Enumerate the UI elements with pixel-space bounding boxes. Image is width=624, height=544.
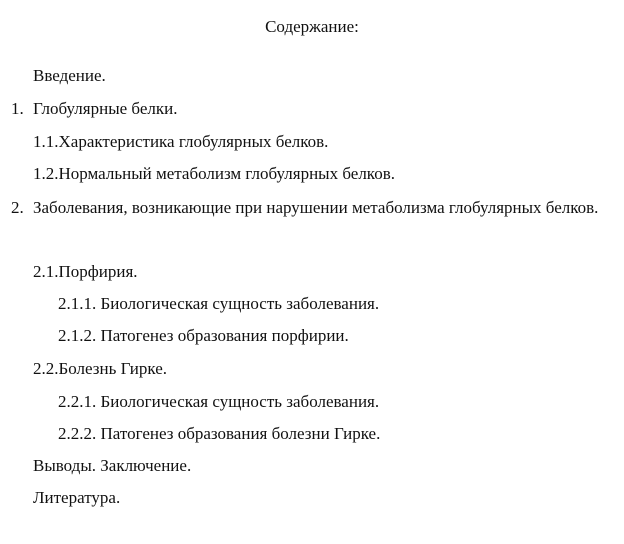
toc-subitem-2-2: 2.2.Болезнь Гирке. (33, 359, 167, 378)
toc-item-introduction: Введение. (33, 66, 106, 85)
toc-item-number-2: 2. (11, 198, 24, 217)
toc-item-conclusions: Выводы. Заключение. (33, 456, 192, 475)
toc-item-literature: Литература. (33, 488, 121, 507)
toc-subitem-2-2-1: 2.2.1. Биологическая сущность заболевания. (58, 392, 380, 411)
toc-subitem-2-1-2: 2.1.2. Патогенез образования порфирии. (58, 326, 349, 345)
page-title: Содержание: (265, 17, 359, 36)
toc-item-diseases: Заболевания, возникающие при нарушении метаболизма глобулярных белков. (33, 198, 599, 217)
toc-subitem-1-1: 1.1.Характеристика глобулярных белков. (33, 132, 329, 151)
toc-subitem-2-1-1: 2.1.1. Биологическая сущность заболевания. (58, 294, 380, 313)
toc-item-globular-proteins: Глобулярные белки. (33, 99, 178, 118)
toc-item-number-1: 1. (11, 99, 24, 118)
toc-subitem-2-2-2: 2.2.2. Патогенез образования болезни Гирке. (58, 424, 381, 443)
toc-subitem-1-2: 1.2.Нормальный метаболизм глобулярных белков. (33, 164, 395, 183)
toc-subitem-2-1: 2.1.Порфирия. (33, 262, 138, 281)
